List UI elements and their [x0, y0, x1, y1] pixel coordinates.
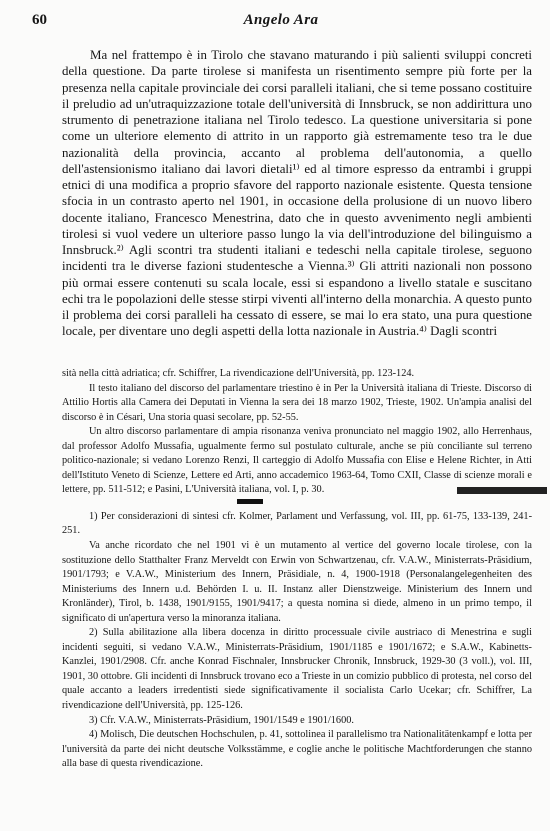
- footnote-continuation: Il testo italiano del discorso del parlamentare triestino è in Per la Università italiana di Trieste. Discorso di Attilio Hortis alla Camera dei Deputati in Vienna la sera dei 18 marzo 1902, Trieste, 1902. Un'ampia analisi del discorso è in Césari, Una storia quasi secolare, pp. 52-55.: [62, 382, 532, 423]
- footnote-1-continuation: Va anche ricordato che nel 1901 vi è un mutamento al vertice del governo locale tirolese, con la sostituzione dello Statthalter Franz Merveldt con Erwin von Schwartzenau, cfr. V.A.W., Ministerrats-Präsidium, 1901/1793; e V.A.W., Ministerium des Innern, Präsidiale, n. 4, 1900-1918 (Personalangelegenheiten des Ministeriums des Innern u.d. Behörden I. u. II. Instanz aller Dienstzweige. Ministerium des Innern und Kronländer), Tirol, b. 1438, 1901/9155, 1901/9417; a questa nomina si diede, almeno in un primo tempo, il significato di un'apertura verso la minoranza italiana.: [62, 540, 532, 624]
- footnote-3: 3) Cfr. V.A.W., Ministerrats-Präsidium, 1901/1549 e 1901/1600.: [89, 714, 354, 726]
- ink-smudge: [237, 499, 263, 504]
- page-number: 60: [32, 12, 47, 28]
- footnote-4: 4) Molisch, Die deutschen Hochschulen, p. 41, sottolinea il parallelismo tra Nationalitätenkampf e lotta per l'università da parte dei nicht deutsche Volksstämme, e coglie anche le politische Machtforderungen che stanno alla base di questa rivendicazione.: [62, 729, 532, 770]
- running-head: Angelo Ara: [243, 12, 319, 28]
- footnote-1: 1) Per considerazioni di sintesi cfr. Kolmer, Parlament und Verfassung, vol. III, pp. 61-75, 133-139, 241-251.: [62, 510, 532, 537]
- footnote-continuation: sità nella città adriatica; cfr. Schiffrer, La rivendicazione dell'Università, pp. 123-124.: [62, 368, 415, 379]
- page-header: [32, 12, 530, 34]
- ink-smudge: [457, 487, 547, 494]
- footnote-2: 2) Sulla abilitazione alla libera docenza in diritto processuale civile austriaco di Menestrina e sugli incidenti seguiti, si vedano V.A.W., Ministerrats-Präsidium, 1901/1185 e 1901/1672; e S.A.W., Kabinetts-Kanzlei, 1901/2908. Cfr. anche Konrad Fischnaler, Innsbrucker Chronik, Innsbruck, 1929-30 (3 voll.), vol. III, 1901, 30 ottobre. Gli incidenti di Innsbruck trovano eco a Trieste in un comizio pubblico di protesta, nel corso del quale accanto a leaders irredentisti siede significativamente il socialista Carlo Ucekar; cfr. Schiffrer, La rivendicazione dell'Università, pp. 125-126.: [62, 627, 532, 712]
- footnotes: [62, 367, 532, 772]
- redaction-marks: [62, 498, 532, 510]
- main-text: [62, 47, 532, 340]
- body-paragraph: Ma nel frattempo è in Tirolo che stavano maturando i più salienti sviluppi concreti della questione. Da parte tirolese si manifesta un risentimento sempre più forte per la presenza nella capitale provinciale dei corsi paralleli italiani, che si teme possano costituire il preludio ad un'utraquizzazione totale dell'università di Innsbruck, se non addirittura uno strumento di penetrazione italiana nel Tirolo tedesco. La questione universitaria si pone come un ulteriore elemento di attrito in un rapporto già estremamente teso tra le due nazionalità della provincia, accanto al problema dell'autonomia, a quello dell'astensionismo italiano dai lavori dietali¹⁾ ed al timore espresso da entrambi i gruppi etnici di una modifica a proprio sfavore del rapporto nazionale esistente. Questa tensione sfocia in un contrasto aperto nel 1901, in occasione della prolusione di un nuovo libero docente italiano, Francesco Menestrina, dato che in questo avvenimento negli ambienti tirolesi si vuol vedere un ulteriore passo lungo la via dell'introduzione del bilinguismo a Innsbruck.²⁾ Agli scontri tra studenti italiani e tedeschi nella capitale tirolese, seguono incidenti tra le diverse fazioni studentesche a Vienna.³⁾ Gli attriti nazionali non possono più ormai essere contenuti su scala locale, essi si espandono a livello statale e suscitano echi tra le popolazioni delle stesse stirpi viventi all'interno della monarchia. A questo punto il problema dei corsi paralleli ha cessato di essere, se mai lo era stato, una pura questione locale, per diventare uno degli aspetti della lotta nazionale in Austria.⁴⁾ Dagli scontri: [62, 48, 532, 339]
- footnote-continuation: Un altro discorso parlamentare di ampia risonanza veniva pronunciato nel maggio 1902, allo Herrenhaus, dal professor Adolfo Mussafia, ugualmente fermo sul postulato culturale, anche se più conciliante sul terreno politico-nazionale; si vedano Lorenzo Renzi, Il carteggio di Adolfo Mussafia con Elise e Helene Richter, in Atti dell'Istituto Veneto di Scienze, Lettere ed Arti, anno accademico 1963-64, Tomo CXII, Classe di scienze morali e lettere, pp. 511-512; e Pasini, L'Università italiana, vol. I, p. 30.: [62, 426, 532, 496]
